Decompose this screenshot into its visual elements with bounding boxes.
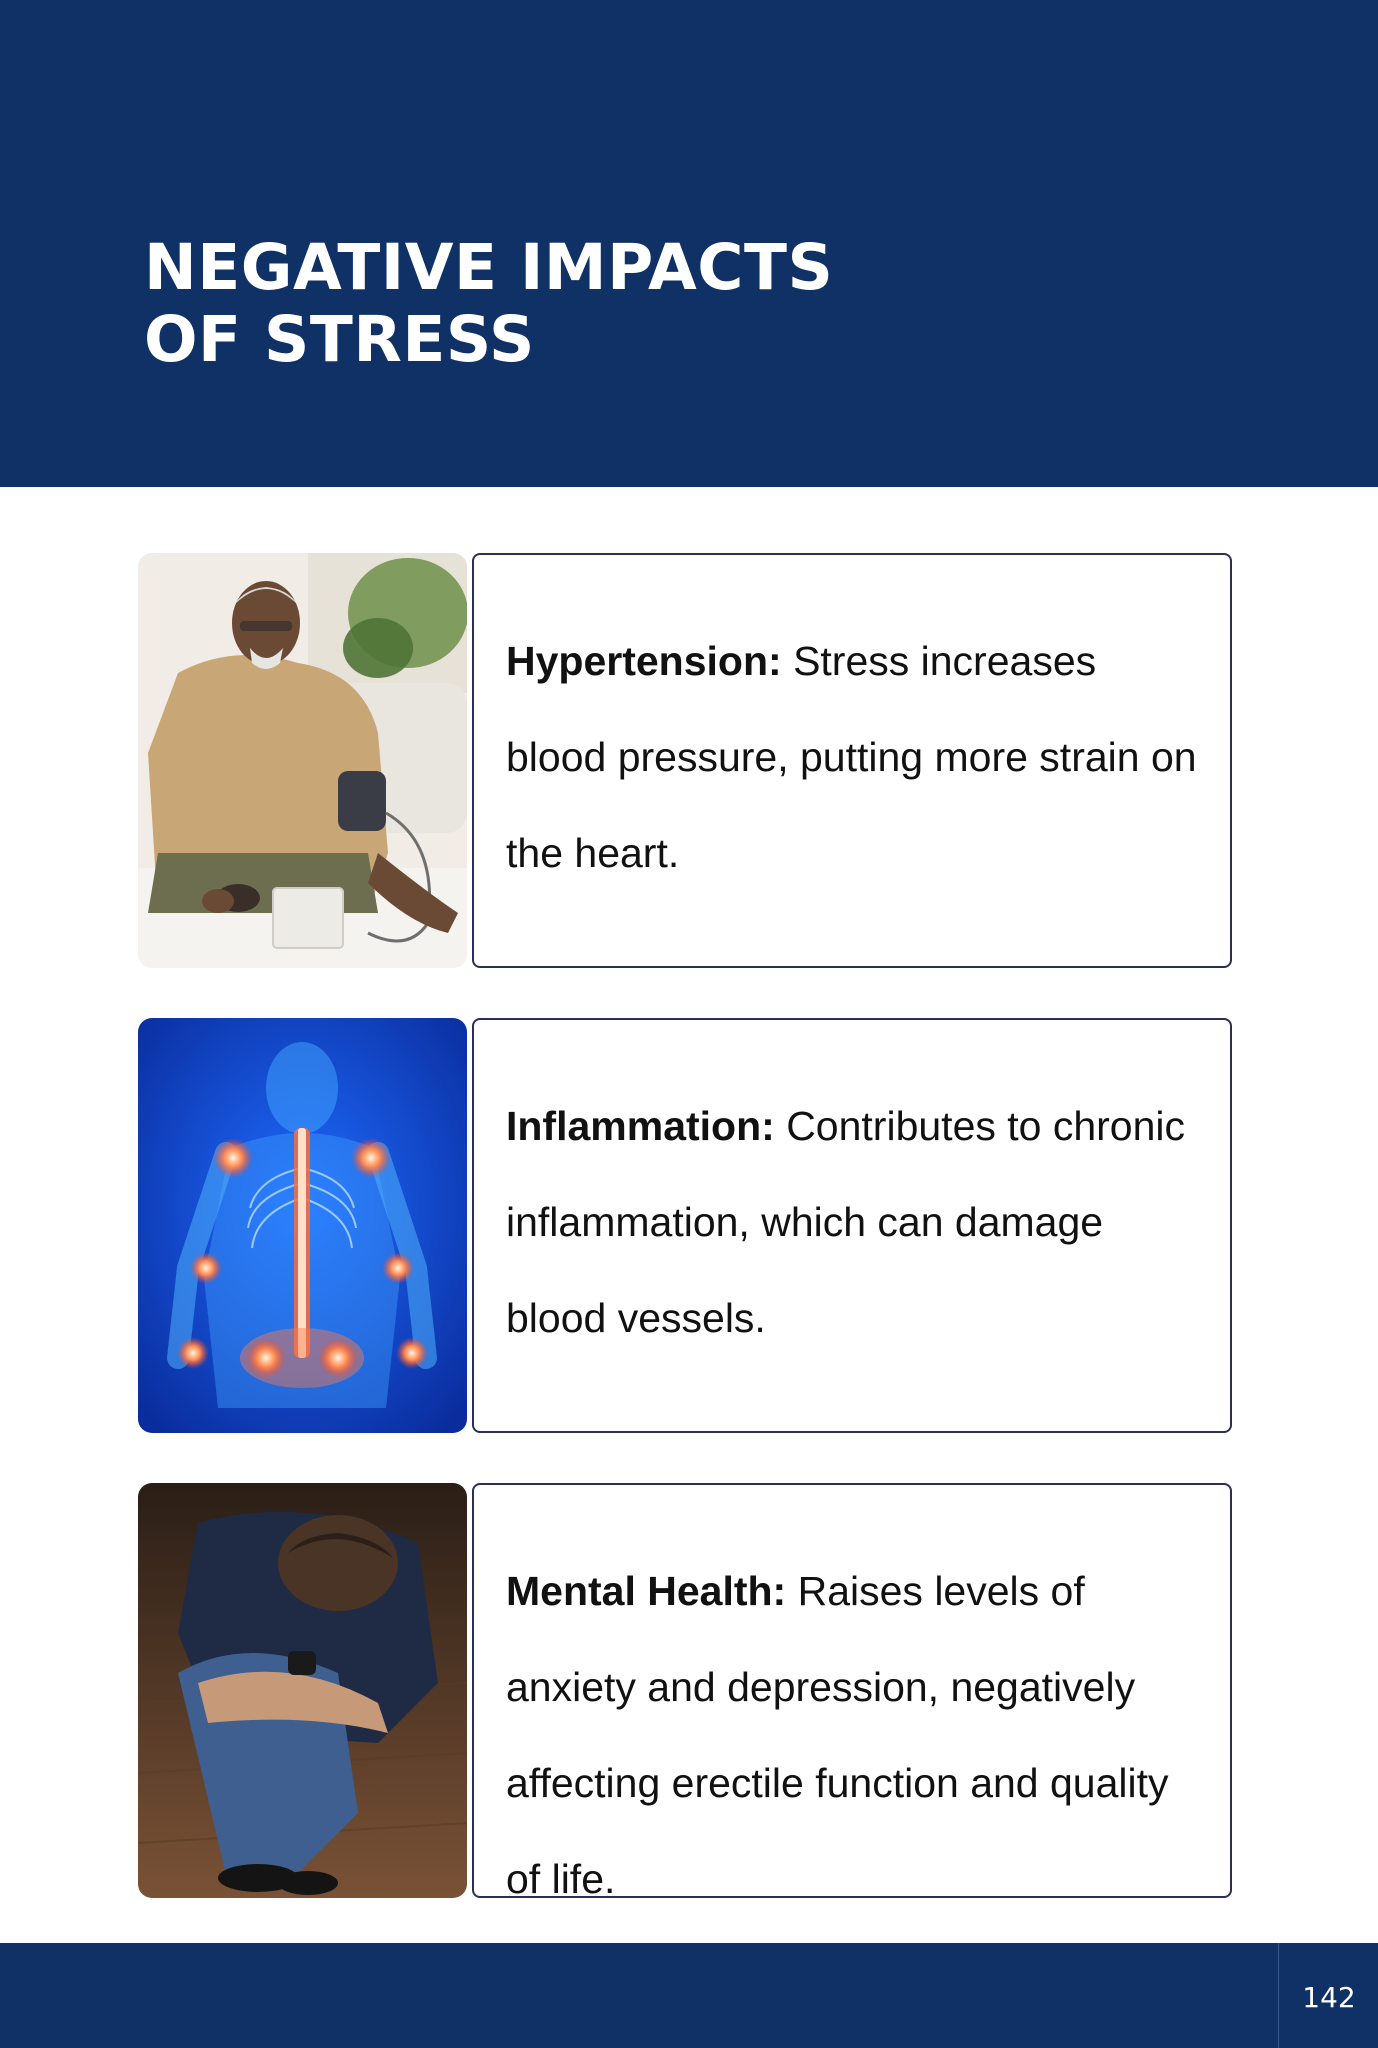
impact-term: Inflammation:: [506, 1103, 775, 1149]
impact-description: Stress increases blood pressure, putting more strain on the heart.: [506, 638, 1197, 876]
impact-text: [506, 1543, 1206, 1927]
footer-bar: [0, 1943, 1378, 2048]
impact-text: [506, 1078, 1206, 1366]
impact-card-mental-health: [472, 1483, 1232, 1902]
page-number: 142: [1302, 1981, 1356, 2014]
impact-row-hypertension: [138, 553, 1240, 968]
impact-term: Hypertension:: [506, 638, 782, 684]
skeleton-xray-photo: [138, 1018, 467, 1433]
title-line-2: OF STRESS: [144, 303, 535, 376]
title-line-1: NEGATIVE IMPACTS: [144, 231, 834, 304]
page-title: [144, 232, 833, 376]
page-number-box: [1278, 1943, 1378, 2048]
distressed-man-photo: [138, 1483, 467, 1898]
blood-pressure-photo: [138, 553, 467, 968]
impact-text: [506, 613, 1206, 901]
header-banner: [0, 0, 1378, 487]
impact-row-mental-health: [138, 1483, 1240, 1902]
impact-row-inflammation: [138, 1018, 1240, 1433]
impact-card-hypertension: [472, 553, 1232, 968]
impact-description: Raises levels of anxiety and depression, negatively affecting erectile function and quality of life.: [506, 1568, 1169, 1902]
impact-description: Contributes to chronic inflammation, which can damage blood vessels.: [506, 1103, 1186, 1341]
impact-term: Mental Health:: [506, 1568, 787, 1614]
impact-card-inflammation: [472, 1018, 1232, 1433]
